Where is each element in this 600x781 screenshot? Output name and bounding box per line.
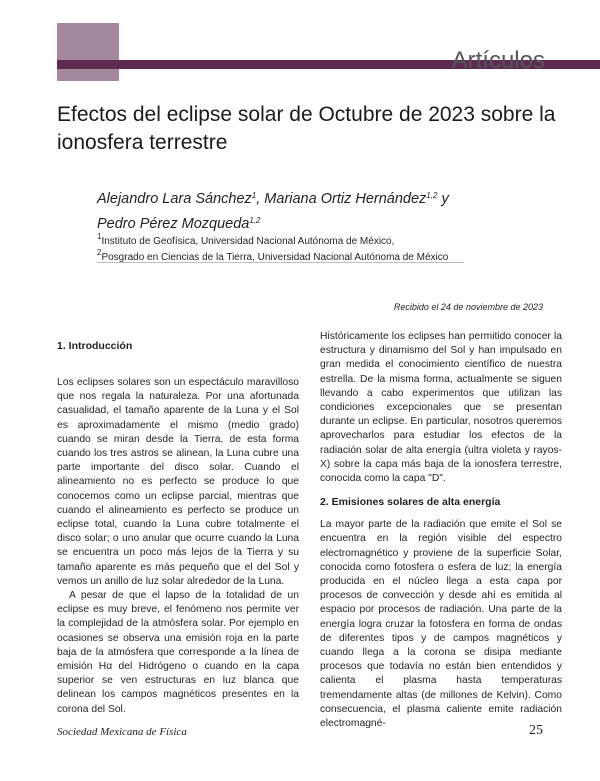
affiliation-sup: 1 <box>97 232 102 241</box>
paragraph-continued: Históricamente los eclipses han permitido conocer la estructura y dinamismo del Sol y han impulsado en gran medida el conocimiento científico de nuestra estrella. De la misma forma, actualmente se siguen llevando a cabo experimentos que utilizan las condiciones excepcionales que se presentan durante un eclipse. En particular, nosotros queremos aprovecharlos para estudiar los efectos de la radiación solar de alta energía (ultra violeta y rayos-X) sobre la capa más baja de la ionosfera terrestre, conocida como la capa "D". <box>320 331 562 485</box>
author-separator: , <box>256 191 261 207</box>
author-separator: y <box>441 191 449 207</box>
journal-name: Sociedad Mexicana de Física <box>57 726 187 738</box>
affiliation-text: Instituto de Geofísica, Universidad Nacional Autónoma de México, <box>101 236 395 247</box>
author-name: Mariana Ortiz Hernández <box>264 191 427 207</box>
column-left <box>57 330 299 717</box>
article-title: Efectos del eclipse solar de Octubre de 2023 sobre la ionosfera terrestre <box>57 103 556 154</box>
affiliation-text: Posgrado en Ciencias de la Tierra, Universidad Nacional Autónoma de México <box>101 252 449 263</box>
affiliation-sup: 2 <box>97 248 102 257</box>
paragraph: Los eclipses solares son un espectáculo maravilloso que nos regala la naturaleza. Por una afortunada casualidad, el tamaño aparente de la Luna y el Sol es aproximadamente el mismo (medio grado) cuando se miran desde la Tierra, de esta forma cuando los tres astros se alinean, la Luna cubre una parte importante del disco solar. Cuando el alineamiento no es perfecto se produce lo que conocemos como un eclipse parcial, mientras que cuando el alineamiento es perfecto se produce un eclipse total, cuando la Luna cubre totalmente el disco solar; o uno anular que ocurre cuando la Luna se encuentra un poco más lejos de la Tierra y su tamaño aparente es más pequeño que el del Sol y vemos un anillo de luz solar alrededor de la Luna. <box>57 377 299 587</box>
section-label: Artículos <box>451 47 545 74</box>
section-heading: 1. Introducción <box>57 340 133 352</box>
column-right <box>320 330 562 731</box>
section-heading: 2. Emisiones solares de alta energía <box>320 496 501 509</box>
page-footer <box>57 723 543 743</box>
paragraph: A pesar de que el lapso de la totalidad de un eclipse es muy breve, el fenómeno nos permite ver la complejidad de la atmósfera solar. Por ejemplo en ocasiones se observa una emisión roja en la parte baja de la atmósfera que corresponde a la línea de emisión Hα del Hidrógeno o cuando en la capa superior se ven estructuras en luz blanca que delinean los campos magnéticos presentes en la corona del Sol. <box>57 590 299 715</box>
header-accent-square <box>57 23 119 81</box>
author-list <box>97 185 517 235</box>
author-sup: 1,2 <box>426 191 438 200</box>
paragraph: La mayor parte de la radiación que emite el Sol se encuentra en la región visible del espectro electromagnético y proviene de la superficie Solar, conocida como fotosfera o esfera de luz; la energía producida en el núcleo llega a esta capa por procesos de convección y desde ahí es emitida al espacio por procesos de radiación. Una parte de la energía logra cruzar la fotosfera en forma de ondas de diferentes tipos y de campos magnéticos y cuando llega a la corona se disipa mediante procesos que todavía no están bien entendidos y calienta el plasma hasta temperaturas tremendamente altas (de millones de Kelvin). Como consecuencia, el plasma caliente emite radiación electromagné- <box>320 519 562 730</box>
page-number: 25 <box>529 723 543 738</box>
affiliation-divider <box>97 262 464 263</box>
author-name: Alejandro Lara Sánchez <box>97 191 252 207</box>
author-name: Pedro Pérez Mozqueda <box>97 216 250 232</box>
received-date: Recibido el 24 de noviembre de 2023 <box>393 302 543 312</box>
author-sup: 1 <box>251 191 257 200</box>
author-sup: 1,2 <box>249 216 261 225</box>
